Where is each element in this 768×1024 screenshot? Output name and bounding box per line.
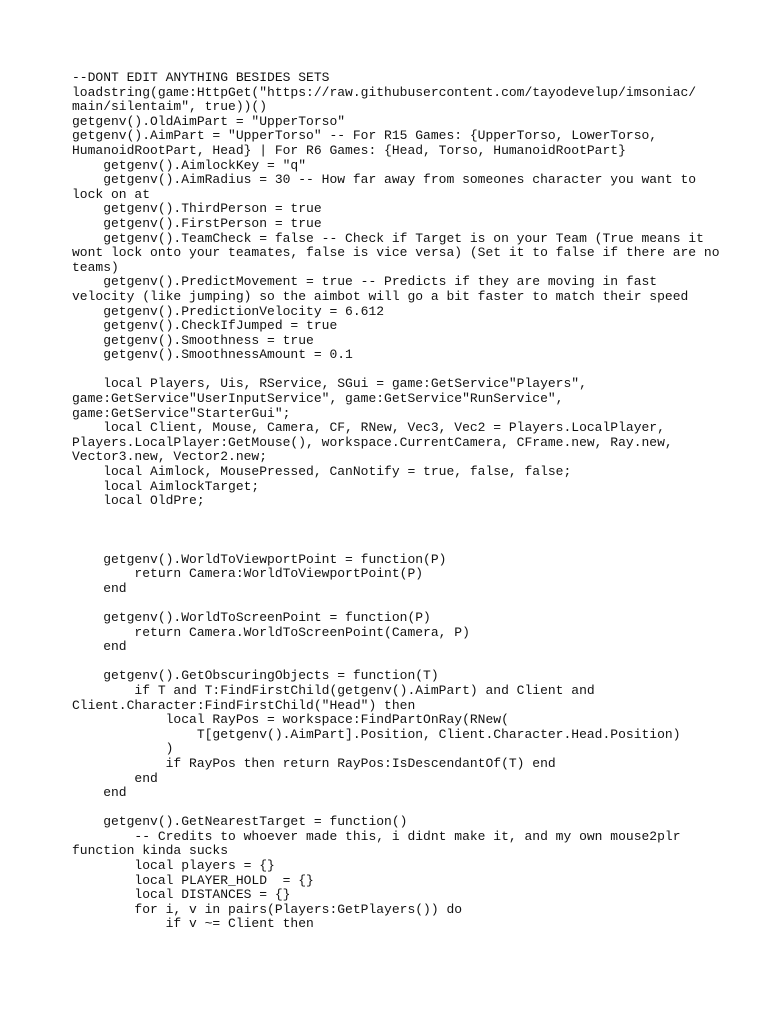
- code-line: local Players, Uis, RService, SGui = game:GetService"Players",: [72, 376, 587, 392]
- code-line: return Camera:WorldToViewportPoint(P): [72, 566, 424, 582]
- code-line: [72, 596, 712, 611]
- code-line: getgenv().ThirdPerson = true: [72, 201, 322, 217]
- code-line: main/silentaim", true))(): [72, 99, 268, 115]
- code-line: local RayPos = workspace:FindPartOnRay(RNew(: [72, 712, 509, 728]
- code-line: Client.Character:FindFirstChild("Head") then: [72, 697, 416, 713]
- code-block: [72, 70, 720, 932]
- code-line: lock on at: [72, 186, 151, 202]
- code-line: local OldPre;: [72, 493, 205, 509]
- code-line: getgenv().Smoothness = true: [72, 332, 314, 348]
- code-line: getgenv().WorldToViewportPoint = function(P): [72, 551, 447, 567]
- code-line: [72, 509, 712, 524]
- code-line: [72, 523, 712, 538]
- code-line: Players.LocalPlayer:GetMouse(), workspace.CurrentCamera, CFrame.new, Ray.new,: [72, 434, 673, 450]
- code-line: end: [72, 785, 127, 801]
- code-line: getgenv().AimlockKey = "q": [72, 157, 307, 173]
- code-line: function kinda sucks: [72, 843, 229, 859]
- code-line: getgenv().SmoothnessAmount = 0.1: [72, 347, 353, 363]
- code-line: local PLAYER_HOLD = {}: [72, 872, 314, 888]
- code-line: getgenv().CheckIfJumped = true: [72, 318, 338, 334]
- code-line: game:GetService"StarterGui";: [72, 405, 291, 421]
- code-line: getgenv().AimRadius = 30 -- How far away from someones character you want to: [72, 172, 697, 188]
- code-line: if v ~= Client then: [72, 916, 314, 932]
- code-line: T[getgenv().AimPart].Position, Client.Character.Head.Position): [72, 726, 681, 742]
- code-line: local Aimlock, MousePressed, CanNotify = true, false, false;: [72, 464, 572, 480]
- code-line: getgenv().GetNearestTarget = function(): [72, 814, 408, 830]
- code-line: if RayPos then return RayPos:IsDescendantOf(T) end: [72, 755, 556, 771]
- code-line: getgenv().GetObscuringObjects = function(T): [72, 668, 439, 684]
- code-line: [72, 655, 712, 670]
- code-line: --DONT EDIT ANYTHING BESIDES SETS: [72, 70, 330, 85]
- code-line: HumanoidRootPart, Head} | For R6 Games: {Head, Torso, HumanoidRootPart}: [72, 142, 626, 158]
- code-line: loadstring(game:HttpGet("https://raw.githubusercontent.com/tayodevelup/imsoniac/: [72, 84, 697, 100]
- code-line: getgenv().PredictMovement = true -- Predicts if they are moving in fast: [72, 274, 658, 290]
- code-line: ): [72, 741, 174, 757]
- code-line: getgenv().FirstPerson = true: [72, 215, 322, 231]
- code-line: end: [72, 639, 127, 655]
- code-line: [72, 363, 712, 378]
- code-line: teams): [72, 259, 119, 275]
- code-line: getgenv().WorldToScreenPoint = function(P): [72, 609, 431, 625]
- code-line: end: [72, 770, 158, 786]
- code-line: wont lock onto your teamates, false is vice versa) (Set it to false if there are no: [72, 245, 720, 261]
- code-line: if T and T:FindFirstChild(getgenv().AimPart) and Client and: [72, 682, 595, 698]
- code-line: getgenv().PredictionVelocity = 6.612: [72, 303, 385, 319]
- code-line: velocity (like jumping) so the aimbot will go a bit faster to match their speed: [72, 288, 689, 304]
- code-line: local AimlockTarget;: [72, 478, 260, 494]
- code-line: local Client, Mouse, Camera, CF, RNew, Vec3, Vec2 = Players.LocalPlayer,: [72, 420, 665, 436]
- code-line: return Camera.WorldToScreenPoint(Camera, P): [72, 624, 470, 640]
- code-line: [72, 538, 712, 553]
- code-line: for i, v in pairs(Players:GetPlayers()) do: [72, 901, 463, 917]
- code-line: Vector3.new, Vector2.new;: [72, 449, 268, 465]
- code-line: -- Credits to whoever made this, i didnt make it, and my own mouse2plr: [72, 828, 681, 844]
- code-line: getgenv().AimPart = "UpperTorso" -- For R15 Games: {UpperTorso, LowerTorso,: [72, 128, 658, 144]
- code-line: local players = {}: [72, 858, 275, 874]
- code-line: getgenv().TeamCheck = false -- Check if Target is on your Team (True means it: [72, 230, 704, 246]
- code-line: getgenv().OldAimPart = "UpperTorso": [72, 113, 346, 129]
- code-line: local DISTANCES = {}: [72, 887, 291, 903]
- code-line: [72, 801, 712, 816]
- code-line: game:GetService"UserInputService", game:GetService"RunService",: [72, 391, 564, 407]
- code-line: end: [72, 580, 127, 596]
